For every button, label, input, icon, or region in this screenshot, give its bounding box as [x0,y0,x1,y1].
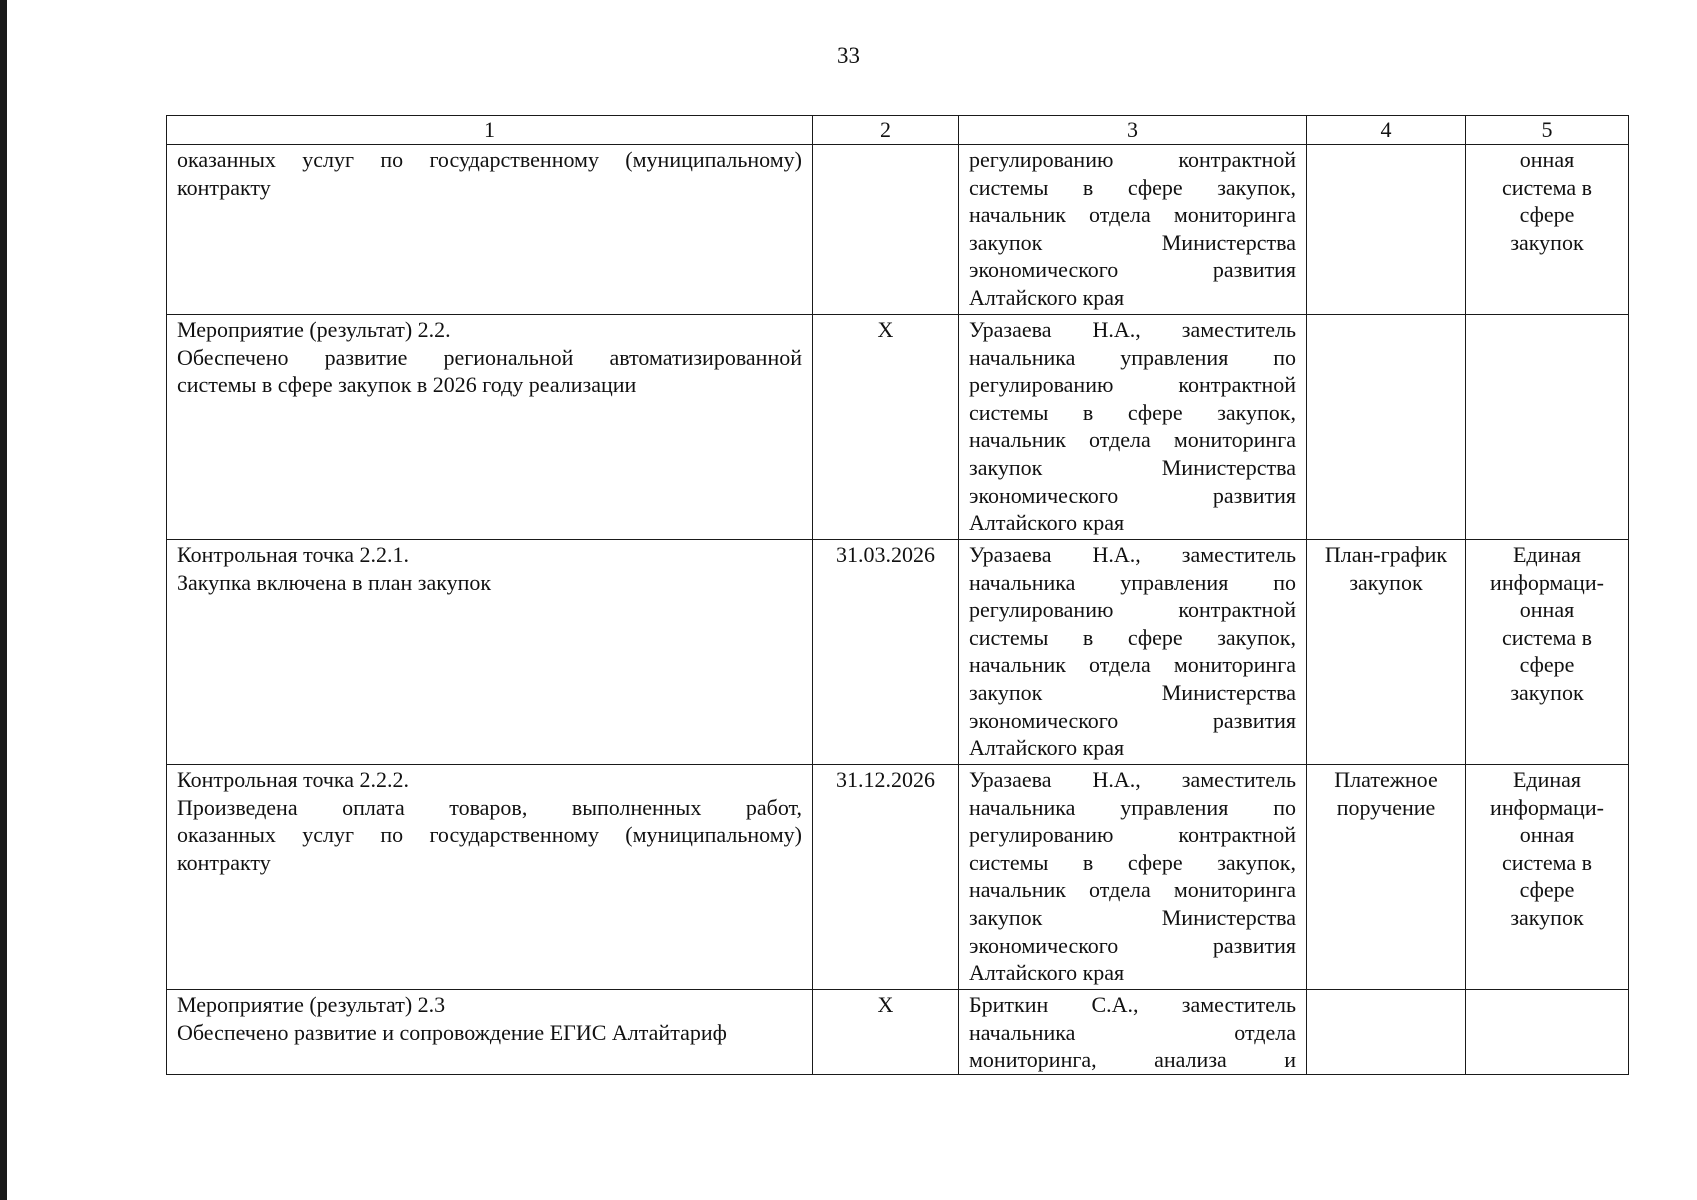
cell-text-line: поручение [1336,794,1436,820]
cell-text-line: Уразаева Н.А., заместитель [969,767,1296,792]
cell-information-system [1466,990,1629,1075]
cell-heading: Контрольная точка 2.2.2. [177,767,410,792]
table-row [167,540,1629,765]
cell-text-line: Уразаева Н.А., заместитель [969,542,1296,567]
cell-text-line: закупок Министерства [969,904,1296,930]
cell-text-line: системы в сфере закупок, [969,624,1296,650]
cell-information-system [1466,315,1629,540]
cell-responsible [959,145,1307,315]
cell-text-line: регулированию контрактной [969,147,1296,172]
cell-text-line: системы в сфере закупок, [969,849,1296,875]
cell-event-description [167,145,813,315]
cell-text-line: закупок Министерства [969,229,1296,255]
cell-text-line: Произведена оплата товаров, выполненных работ, [177,794,802,820]
cell-event-description [167,540,813,765]
cell-text-line: закупок [1349,569,1423,595]
cell-text-line: закупок [1510,229,1584,255]
cell-text-line: онная [1519,597,1575,623]
cell-text-line: оказанных услуг по государственному (муниципальному) [177,147,802,172]
cell-text-line: закупок Министерства [969,679,1296,705]
cell-text-line: информаци- [1490,794,1604,820]
cell-text-line: мониторинга, анализа и [969,1047,1296,1073]
cell-text-line: закупок Министерства [969,454,1296,480]
cell-document [1307,765,1466,990]
cell-text-line: Обеспечено развитие региональной автоматизированной [177,344,802,370]
cell-text-line: План-график [1324,542,1448,567]
cell-text-line: регулированию контрактной [969,822,1296,848]
cell-information-system [1466,145,1629,315]
cell-text-line: контракту [177,174,271,200]
cell-deadline [813,145,959,315]
header-cell-2: 2 [813,116,959,145]
cell-text-line: онная [1519,822,1575,848]
cell-text-line: Обеспечено развитие и сопровождение ЕГИС Алтайтариф [177,1019,727,1045]
cell-text-line: регулированию контрактной [969,372,1296,398]
cell-text-line: Единая [1512,542,1582,567]
cell-text-line: онная [1519,147,1575,172]
cell-text-line: система в [1501,624,1593,650]
cell-text-line: системы в сфере закупок, [969,399,1296,425]
cell-text-line: регулированию контрактной [969,597,1296,623]
cell-document [1307,315,1466,540]
cell-deadline: X [813,990,959,1075]
cell-document [1307,145,1466,315]
cell-deadline: 31.03.2026 [813,540,959,765]
cell-document [1307,540,1466,765]
cell-information-system [1466,765,1629,990]
table-row [167,990,1629,1075]
cell-event-description [167,765,813,990]
cell-text-line: сфере [1519,877,1575,903]
cell-text-line: системы в сфере закупок в 2026 году реализации [177,372,637,398]
cell-information-system [1466,540,1629,765]
cell-event-description [167,315,813,540]
cell-heading: Контрольная точка 2.2.1. [177,542,410,567]
table-row [167,765,1629,990]
cell-text-line: начальника отдела [969,1019,1296,1045]
cell-text-line: система в [1501,849,1593,875]
cell-deadline: X [813,315,959,540]
cell-text-line: экономического развития [969,707,1296,733]
cell-responsible [959,540,1307,765]
cell-text-line: Единая [1512,767,1582,792]
cell-responsible [959,765,1307,990]
header-row [167,116,1629,145]
cell-text-line: Закупка включена в план закупок [177,569,492,595]
header-cell-1: 1 [167,116,813,145]
cell-text-line: Алтайского края [969,510,1125,536]
page-left-edge [0,0,7,1200]
cell-text-line: начальника управления по [969,794,1296,820]
header-cell-5: 5 [1466,116,1629,145]
header-cell-3: 3 [959,116,1307,145]
cell-text-line: Уразаева Н.А., заместитель [969,317,1296,342]
page-number: 33 [837,43,860,68]
cell-text-line: Платежное [1334,767,1438,792]
cell-heading: Мероприятие (результат) 2.2. [177,317,451,342]
table-row [167,145,1629,315]
cell-text-line: закупок [1510,679,1584,705]
header-cell-4: 4 [1307,116,1466,145]
cell-text-line: Бриткин С.А., заместитель [969,992,1296,1017]
cell-text-line: начальника управления по [969,569,1296,595]
cell-text-line: Алтайского края [969,960,1125,986]
cell-text-line: экономического развития [969,482,1296,508]
cell-text-line: начальник отдела мониторинга [969,427,1296,453]
cell-text-line: сфере [1519,652,1575,678]
cell-document [1307,990,1466,1075]
cell-responsible [959,990,1307,1075]
cell-text-line: экономического развития [969,257,1296,283]
cell-deadline: 31.12.2026 [813,765,959,990]
cell-text-line: экономического развития [969,932,1296,958]
cell-text-line: начальник отдела мониторинга [969,877,1296,903]
cell-text-line: начальник отдела мониторинга [969,652,1296,678]
cell-text-line: Алтайского края [969,284,1125,310]
plan-table [166,115,1629,1075]
cell-text-line: контракту [177,849,271,875]
cell-text-line: закупок [1510,904,1584,930]
cell-text-line: информаци- [1490,569,1604,595]
cell-text-line: начальник отдела мониторинга [969,202,1296,228]
cell-text-line: системы в сфере закупок, [969,174,1296,200]
cell-text-line: система в [1501,174,1593,200]
cell-responsible [959,315,1307,540]
cell-text-line: Алтайского края [969,735,1125,761]
table-row [167,315,1629,540]
cell-heading: Мероприятие (результат) 2.3 [177,992,446,1017]
cell-text-line: сфере [1519,202,1575,228]
cell-text-line: оказанных услуг по государственному (муниципальному) [177,822,802,848]
cell-text-line: начальника управления по [969,344,1296,370]
cell-event-description [167,990,813,1075]
